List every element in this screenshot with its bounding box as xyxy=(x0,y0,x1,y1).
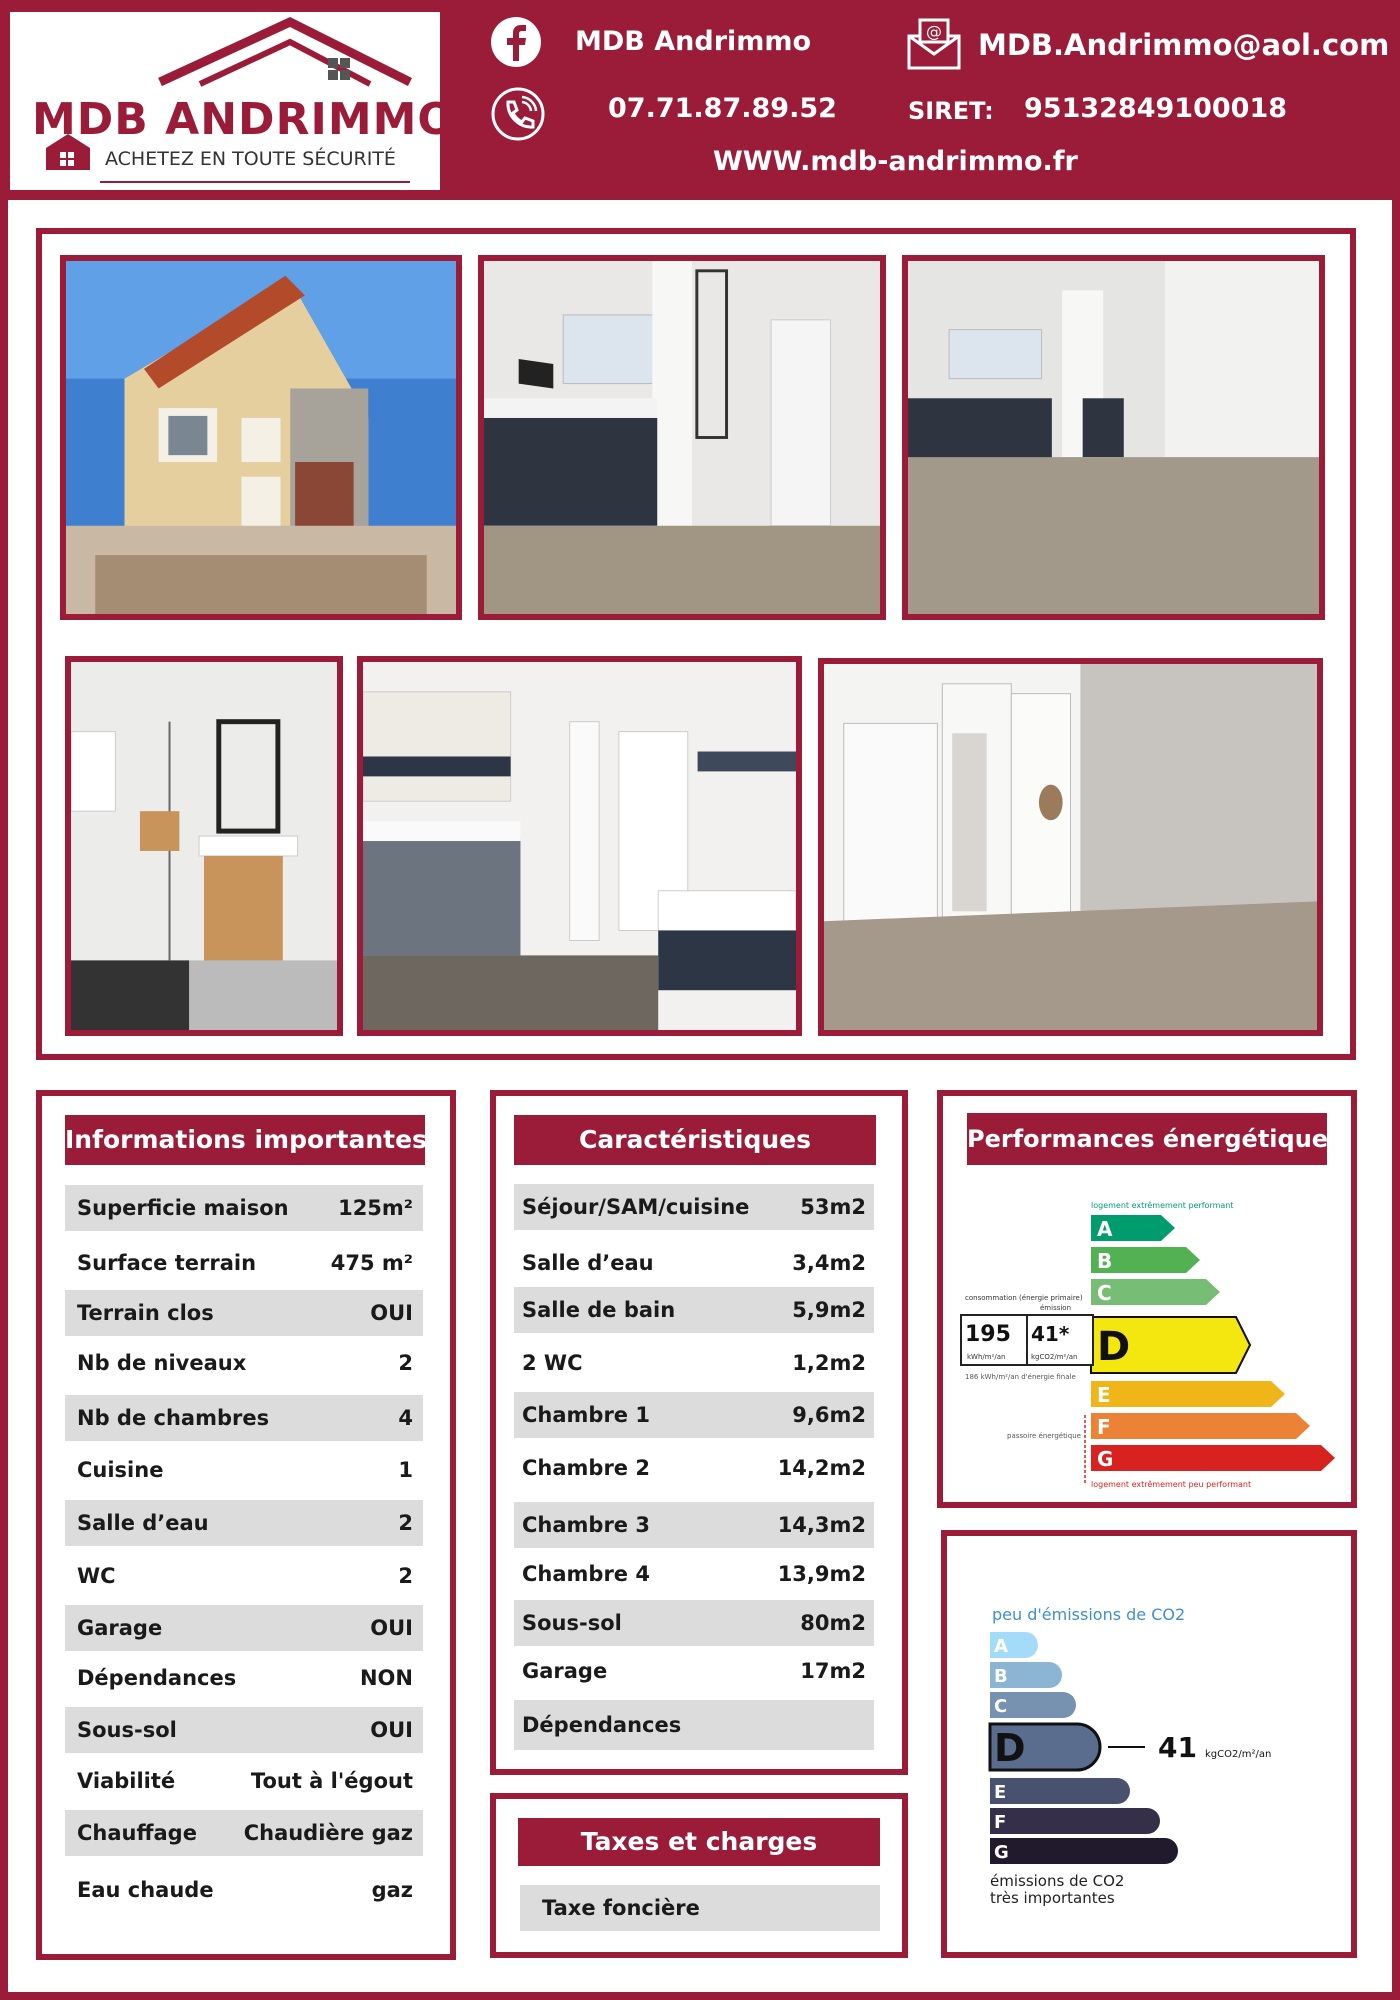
info-row-label: Surface terrain xyxy=(77,1251,257,1275)
ges-top-caption: peu d'émissions de CO2 xyxy=(992,1605,1186,1624)
phone-number[interactable]: 07.71.87.89.52 xyxy=(608,93,837,124)
email-address[interactable]: MDB.Andrimmo@aol.com xyxy=(978,28,1390,62)
feature-row-value: 80m2 xyxy=(800,1611,866,1635)
info-row-label: Superficie maison xyxy=(77,1196,289,1220)
dpe-class-a-label: A xyxy=(1097,1217,1113,1241)
facebook-icon[interactable] xyxy=(490,16,542,68)
info-row xyxy=(65,1707,423,1753)
feature-row xyxy=(514,1240,874,1286)
siret-number: 95132849100018 xyxy=(1024,93,1288,124)
ges-class-d-label: D xyxy=(994,1726,1026,1770)
siret-label: SIRET: xyxy=(908,97,994,125)
feature-row-label: Chambre 4 xyxy=(522,1562,650,1586)
company-name: MDB ANDRIMMO xyxy=(32,94,456,145)
feature-row xyxy=(514,1648,874,1694)
bathroom-photo[interactable] xyxy=(357,656,802,1036)
dpe-consumption-caption: consommation (énergie primaire) xyxy=(965,1294,1083,1302)
info-row-value: 1 xyxy=(398,1458,413,1482)
ges-class-g-label: G xyxy=(994,1842,1009,1863)
energy-title: Performances énergétiques xyxy=(967,1113,1327,1165)
info-row-value: 475 m² xyxy=(330,1251,413,1275)
dpe-final-energy-note: 186 kWh/m²/an d'énergie finale xyxy=(965,1373,1076,1381)
dpe-emission-unit: kgCO2/m²/an xyxy=(1031,1353,1078,1361)
taxes-title: Taxes et charges xyxy=(518,1818,880,1866)
website-link[interactable]: WWW.mdb-andrimmo.fr xyxy=(713,146,1078,177)
feature-row-label: Dépendances xyxy=(522,1713,682,1737)
ges-co2-label xyxy=(980,1600,1340,1920)
info-row xyxy=(65,1240,423,1286)
ges-bottom-caption-2: très importantes xyxy=(990,1889,1115,1907)
info-row xyxy=(65,1758,423,1804)
ges-unit: kgCO2/m²/an xyxy=(1205,1749,1272,1760)
feature-row xyxy=(514,1287,874,1333)
dpe-class-d-label: D xyxy=(1097,1324,1131,1370)
info-row-label: Terrain clos xyxy=(77,1301,214,1325)
info-row xyxy=(65,1290,423,1336)
feature-row-value: 13,9m2 xyxy=(777,1562,866,1586)
feature-row-label: Sous-sol xyxy=(522,1611,622,1635)
feature-row xyxy=(514,1551,874,1597)
feature-row-value: 5,9m2 xyxy=(792,1298,866,1322)
info-row-label: Dépendances xyxy=(77,1666,237,1690)
feature-row xyxy=(514,1445,874,1491)
feature-row-value: 1,2m2 xyxy=(792,1351,866,1375)
info-row-label: Salle d’eau xyxy=(77,1511,209,1535)
info-row xyxy=(65,1447,423,1493)
info-row-label: Eau chaude xyxy=(77,1878,214,1902)
info-row xyxy=(65,1810,423,1856)
feature-row-label: Chambre 1 xyxy=(522,1403,650,1427)
feature-row-value: 53m2 xyxy=(800,1195,866,1219)
dpe-class-g-label: G xyxy=(1097,1447,1114,1471)
info-row-label: Viabilité xyxy=(77,1769,176,1793)
feature-row xyxy=(514,1340,874,1386)
taxe-fonciere-label: Taxe foncière xyxy=(542,1896,700,1920)
ges-class-a-label: A xyxy=(994,1636,1008,1657)
dpe-class-e-bar xyxy=(1091,1381,1285,1407)
ges-class-f-label: F xyxy=(994,1812,1007,1833)
feature-row xyxy=(514,1502,874,1548)
kitchen-photo[interactable] xyxy=(478,255,886,620)
feature-row-label: Garage xyxy=(522,1659,608,1683)
info-row-value: 4 xyxy=(398,1406,413,1430)
ges-class-e-bar xyxy=(990,1778,1130,1804)
info-row-value: gaz xyxy=(371,1878,413,1902)
feature-row-label: Salle d’eau xyxy=(522,1251,654,1275)
feature-row-value: 14,3m2 xyxy=(777,1513,866,1537)
info-row-value: Tout à l'égout xyxy=(250,1769,413,1793)
info-row xyxy=(65,1867,423,1913)
info-row-value: 2 xyxy=(398,1564,413,1588)
info-row-label: Nb de niveaux xyxy=(77,1351,247,1375)
feature-row xyxy=(514,1700,874,1750)
ges-class-c-label: C xyxy=(994,1696,1008,1717)
feature-row-label: Chambre 2 xyxy=(522,1456,650,1480)
dpe-class-f-bar xyxy=(1091,1413,1310,1439)
svg-text:@: @ xyxy=(926,22,942,41)
feature-row xyxy=(514,1392,874,1438)
feature-row-value: 14,2m2 xyxy=(777,1456,866,1480)
taxe-fonciere-row xyxy=(520,1885,880,1931)
feature-row xyxy=(514,1600,874,1646)
feature-row-value: 3,4m2 xyxy=(792,1251,866,1275)
info-row-value: Chaudière gaz xyxy=(243,1821,413,1845)
phone-icon[interactable] xyxy=(490,86,546,142)
info-row-value: 125m² xyxy=(338,1196,413,1220)
dpe-class-f-label: F xyxy=(1097,1415,1111,1439)
info-row xyxy=(65,1553,423,1599)
dpe-bottom-caption: logement extrêmement peu performant xyxy=(1091,1480,1252,1489)
dpe-top-caption: logement extrêmement performant xyxy=(1091,1201,1234,1210)
info-row xyxy=(65,1655,423,1701)
dpe-consumption-value: 195 xyxy=(965,1322,1011,1347)
dpe-class-g-bar xyxy=(1091,1445,1335,1471)
info-row-label: Sous-sol xyxy=(77,1718,177,1742)
ges-bottom-caption-1: émissions de CO2 xyxy=(990,1872,1125,1890)
dpe-consumption-unit: kWh/m²/an xyxy=(967,1353,1006,1361)
info-row xyxy=(65,1185,423,1231)
info-row-value: OUI xyxy=(370,1718,413,1742)
info-row-label: Cuisine xyxy=(77,1458,164,1482)
info-row xyxy=(65,1340,423,1386)
dpe-passoire-note: passoire énergétique xyxy=(1007,1432,1081,1440)
email-icon[interactable] xyxy=(906,18,962,70)
feature-row-value: 17m2 xyxy=(800,1659,866,1683)
dpe-class-e-label: E xyxy=(1097,1383,1111,1407)
feature-row-value: 9,6m2 xyxy=(792,1403,866,1427)
feature-row-label: Séjour/SAM/cuisine xyxy=(522,1195,750,1219)
feature-row-label: Chambre 3 xyxy=(522,1513,650,1537)
info-row xyxy=(65,1395,423,1441)
feature-row-label: Salle de bain xyxy=(522,1298,676,1322)
ges-class-e-label: E xyxy=(994,1782,1007,1803)
dpe-emission-value: 41* xyxy=(1031,1322,1070,1346)
shower-room-photo[interactable] xyxy=(65,656,343,1036)
info-row xyxy=(65,1605,423,1651)
info-row-value: NON xyxy=(359,1666,413,1690)
info-row-label: Nb de chambres xyxy=(77,1406,270,1430)
ges-class-f-bar xyxy=(990,1808,1160,1834)
facade-photo[interactable] xyxy=(60,255,462,620)
feature-row-label: 2 WC xyxy=(522,1351,583,1375)
info-title: Informations importantes xyxy=(65,1115,425,1165)
dpe-class-c-label: C xyxy=(1097,1281,1112,1305)
info-row xyxy=(65,1500,423,1546)
facebook-name[interactable]: MDB Andrimmo xyxy=(575,26,812,57)
info-row-label: WC xyxy=(77,1564,116,1588)
company-tagline: ACHETEZ EN TOUTE SÉCURITÉ xyxy=(105,148,396,170)
info-row-value: 2 xyxy=(398,1511,413,1535)
feature-row xyxy=(514,1184,874,1230)
ges-class-g-bar xyxy=(990,1838,1178,1864)
info-row-label: Chauffage xyxy=(77,1821,197,1845)
dpe-class-b-label: B xyxy=(1097,1249,1113,1273)
bedroom-photo[interactable] xyxy=(818,658,1323,1036)
header-banner xyxy=(0,0,1400,200)
logo xyxy=(10,12,456,190)
info-row-label: Garage xyxy=(77,1616,163,1640)
ges-value: 41 xyxy=(1158,1731,1197,1764)
info-row-value: 2 xyxy=(398,1351,413,1375)
info-row-value: OUI xyxy=(370,1616,413,1640)
dpe-emission-caption: émission xyxy=(1040,1304,1072,1312)
living-room-photo[interactable] xyxy=(902,255,1325,620)
dpe-energy-label xyxy=(955,1195,1345,1495)
info-row-value: OUI xyxy=(370,1301,413,1325)
features-title: Caractéristiques xyxy=(514,1115,876,1165)
ges-class-b-label: B xyxy=(994,1666,1008,1687)
